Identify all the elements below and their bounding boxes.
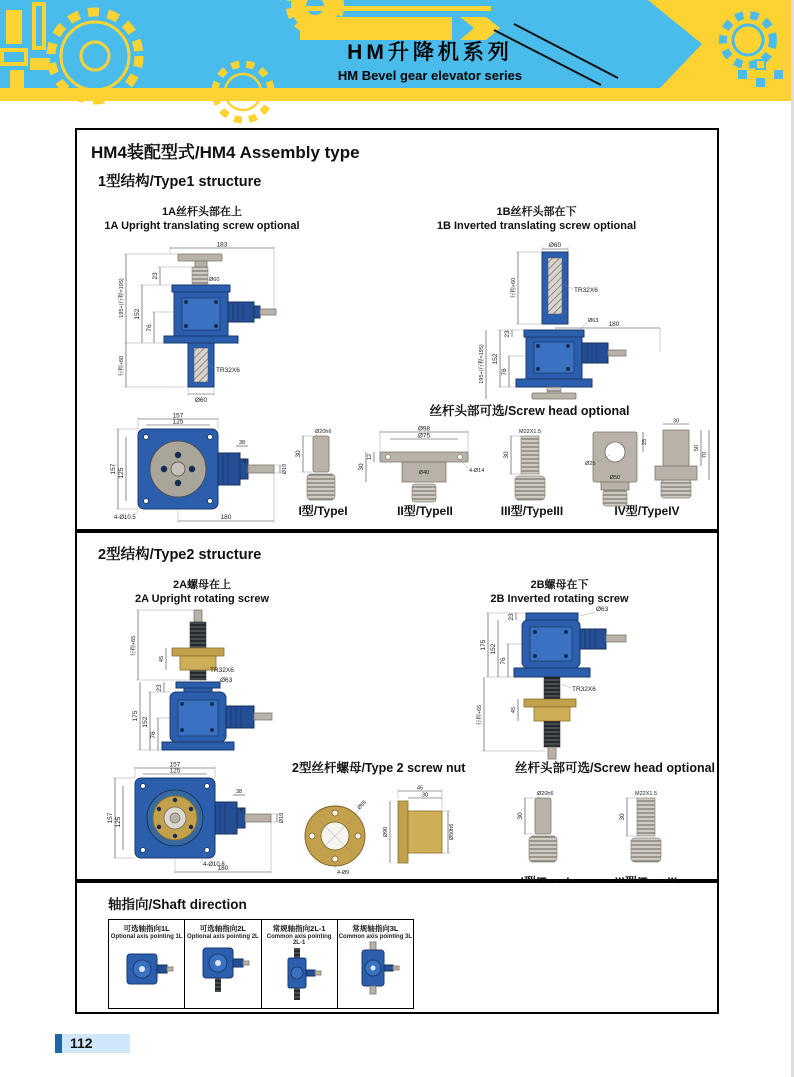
screw-head-type2-drawing bbox=[360, 426, 490, 506]
jack-2a-drawing bbox=[108, 608, 293, 760]
dim-label: Ø63 bbox=[220, 677, 233, 684]
screw-head-type3-drawing bbox=[501, 426, 559, 506]
screw-head-type1-drawing-2 bbox=[517, 788, 573, 868]
dim-label: 152 bbox=[492, 353, 499, 365]
dim-label: 125 bbox=[172, 418, 184, 426]
shaft-1l-icon bbox=[119, 940, 175, 996]
dim-label: 30 bbox=[503, 451, 510, 459]
shaft-cell-3l-zh: 常规轴指向3L bbox=[352, 924, 399, 933]
dim-label: 23 bbox=[508, 613, 515, 621]
dim-label: 76 bbox=[501, 368, 508, 376]
dim-label: Ø90 bbox=[383, 826, 389, 838]
dim-label: Ø50h6 bbox=[449, 823, 455, 841]
type1-label: I型/TypeI bbox=[298, 504, 348, 518]
variant-1b-zh: 1B丝杆头部在下 bbox=[496, 206, 577, 218]
dim-label: 23 bbox=[152, 272, 159, 280]
type2-label: II型/TypeII bbox=[397, 504, 453, 518]
dim-label: 30 bbox=[421, 792, 429, 799]
dim-label: 6 bbox=[243, 459, 247, 465]
page-header bbox=[0, 0, 794, 107]
variant-1a-zh: 1A丝杆头部在上 bbox=[161, 206, 243, 218]
dim-label: TR32X6 bbox=[574, 287, 598, 294]
dim-label: 23 bbox=[156, 684, 163, 692]
shaft-cell-2l-en: Optional axis pointing 2L bbox=[187, 934, 259, 940]
dim-label: 76 bbox=[150, 731, 157, 739]
jack-1a-drawing bbox=[112, 242, 292, 404]
variant-1b-label bbox=[429, 206, 644, 234]
variant-2a-zh: 2A螺母在上 bbox=[172, 579, 232, 591]
variant-1a-en: 1A Upright translating screw optional bbox=[104, 219, 300, 232]
dim-label: 45 bbox=[159, 655, 165, 663]
dim-label: M22X1.5 bbox=[519, 429, 542, 435]
type1-top-view-drawing bbox=[108, 413, 298, 528]
shaft-cell-1l bbox=[109, 920, 185, 1008]
type2-nut-title: 2型丝杆螺母/Type 2 screw nut bbox=[292, 761, 466, 775]
dim-label: 180 bbox=[220, 514, 232, 521]
dim-label: 50 bbox=[694, 444, 700, 452]
page-number-bar bbox=[55, 1034, 62, 1053]
dim-label: 180 bbox=[217, 865, 229, 872]
dim-label: Ø25 bbox=[585, 461, 596, 467]
variant-2b-zh: 2B螺母在下 bbox=[530, 579, 589, 591]
dim-label: Ø60 bbox=[548, 242, 562, 249]
type1-subtitle: 1型结构/Type1 structure bbox=[98, 174, 262, 190]
series-title-zh: HM升降机系列 bbox=[347, 41, 513, 64]
dim-label: 152 bbox=[490, 643, 497, 655]
dim-label: Ø60 bbox=[209, 277, 220, 283]
shaft-2l-1-icon bbox=[271, 946, 327, 1002]
shaft-direction-title: 轴指向/Shaft direction bbox=[108, 897, 247, 912]
dim-label: Ø20h6 bbox=[315, 429, 332, 435]
dim-label: 152 bbox=[142, 716, 149, 728]
screw-head-type3-drawing-2 bbox=[617, 788, 675, 868]
dim-label: 183 bbox=[216, 241, 228, 249]
section-title: HM4装配型式/HM4 Assembly type bbox=[91, 143, 360, 162]
shaft-cell-1l-en: Optional axis pointing 1L bbox=[110, 934, 183, 940]
shaft-cell-2l-1 bbox=[262, 920, 338, 1008]
shaft-cell-2l-1-en: Common axis pointing 2L-1 bbox=[266, 934, 332, 946]
dim-label: 30 bbox=[295, 450, 302, 458]
dim-label: 行程+60 bbox=[119, 355, 125, 377]
shaft-cell-2l-zh: 可选轴指向2L bbox=[199, 924, 246, 933]
dim-label: 30 bbox=[517, 812, 524, 820]
series-title-en: HM Bevel gear elevator series bbox=[337, 68, 523, 83]
screw-head-type1-drawing bbox=[295, 426, 351, 506]
dim-label: 195+(行程=195) bbox=[479, 344, 485, 384]
dim-label: TR32X6 bbox=[216, 367, 240, 374]
shaft-cell-3l-en: Common axis pointing 3L bbox=[338, 934, 413, 940]
variant-1a-label bbox=[97, 206, 307, 234]
dim-label: 175 bbox=[480, 639, 487, 651]
dim-label: 45 bbox=[511, 706, 517, 714]
dim-label: 行程+65 bbox=[131, 635, 137, 657]
jack-1b-drawing bbox=[462, 242, 667, 404]
dim-label: 4-Ø9 bbox=[337, 870, 350, 876]
dim-label: 12 bbox=[367, 453, 373, 461]
dim-label: 行程+60 bbox=[511, 277, 517, 299]
dim-label: 30 bbox=[358, 463, 365, 471]
shaft-cell-3l bbox=[338, 920, 413, 1008]
dim-label: Ø60 bbox=[194, 397, 208, 404]
variant-2b-en: 2B Inverted rotating screw bbox=[490, 592, 629, 605]
shaft-3l-icon bbox=[347, 940, 403, 996]
variant-2a-en: 2A Upright rotating screw bbox=[134, 592, 270, 605]
screw-head-optional-title: 丝杆头部可选/Screw head optional bbox=[429, 404, 630, 418]
jack-2b-drawing bbox=[462, 601, 662, 763]
type2-section bbox=[75, 531, 719, 881]
dim-label: Ø65 bbox=[356, 799, 369, 812]
type2-subtitle: 2型结构/Type2 structure bbox=[98, 547, 262, 563]
dim-label: 行程+65 bbox=[477, 704, 483, 726]
dim-label: Ø63 bbox=[596, 606, 609, 613]
dim-label: 180 bbox=[608, 321, 620, 328]
dim-label: 157 bbox=[172, 412, 184, 420]
dim-label: Ø19 bbox=[279, 812, 285, 824]
type4-label: IV型/TypeIV bbox=[614, 504, 680, 518]
dim-label: Ø50 bbox=[609, 475, 621, 481]
shaft-cell-1l-zh: 可选轴指向1L bbox=[123, 924, 170, 933]
dim-label: 125 bbox=[169, 767, 181, 775]
dim-label: 125 bbox=[118, 467, 125, 479]
dim-label: 125 bbox=[115, 816, 122, 828]
variant-2a-label bbox=[97, 579, 307, 607]
dim-label: 45 bbox=[416, 785, 424, 792]
dim-label: TR32X6 bbox=[572, 686, 596, 693]
dim-label: TR32X6 bbox=[210, 667, 234, 674]
type1-section bbox=[75, 128, 719, 531]
dim-label: Ø19 bbox=[282, 463, 288, 475]
dim-label: 152 bbox=[134, 308, 141, 320]
screw-head-optional-title-2: 丝杆头部可选/Screw head optional bbox=[514, 761, 716, 775]
dim-label: 195+(行程=195) bbox=[119, 278, 125, 318]
dim-label: 4-Ø14 bbox=[469, 468, 485, 474]
header-title-block bbox=[250, 36, 610, 83]
dim-label: 157 bbox=[107, 812, 114, 824]
dim-label: 30 bbox=[672, 418, 680, 425]
nut-side-view-drawing bbox=[382, 785, 467, 877]
page-number: 112 bbox=[70, 1035, 93, 1051]
dim-label: 157 bbox=[110, 463, 117, 475]
dim-label: 23 bbox=[504, 330, 511, 338]
dim-label: 70 bbox=[702, 451, 708, 459]
dim-label: 38 bbox=[238, 440, 246, 446]
shaft-direction-section bbox=[75, 881, 719, 1014]
shaft-cell-2l bbox=[185, 920, 261, 1008]
dim-label: 175 bbox=[132, 710, 139, 722]
dim-label: 38 bbox=[235, 789, 243, 795]
dim-label: 4-Ø10.5 bbox=[114, 515, 136, 521]
shaft-2l-icon bbox=[195, 940, 251, 996]
dim-label: Ø40 bbox=[418, 470, 430, 476]
dim-label: 4-Ø10.8 bbox=[203, 862, 225, 868]
dim-label: M22X1.5 bbox=[635, 791, 658, 797]
dim-label: 76 bbox=[500, 657, 507, 665]
type3-label: III型/TypeIII bbox=[500, 504, 564, 518]
dim-label: 25 bbox=[642, 438, 648, 446]
shaft-direction-table bbox=[108, 919, 414, 1009]
dim-label: 30 bbox=[619, 813, 626, 821]
nut-front-view-drawing bbox=[295, 788, 380, 878]
dim-label: 76 bbox=[146, 324, 153, 332]
dim-label: Ø20h6 bbox=[537, 791, 554, 797]
variant-1b-en: 1B Inverted translating screw optional bbox=[436, 219, 637, 232]
dim-label: Ø98 bbox=[417, 425, 431, 433]
dim-label: 6 bbox=[240, 808, 244, 814]
dim-label: Ø75 bbox=[417, 432, 431, 440]
shaft-cell-2l-1-zh: 常规轴指向2L-1 bbox=[272, 924, 326, 933]
dim-label: 157 bbox=[169, 761, 181, 769]
screw-head-type4-drawing bbox=[585, 418, 713, 510]
dim-label: Ø63 bbox=[588, 318, 599, 324]
type2-top-view-drawing bbox=[105, 762, 300, 880]
